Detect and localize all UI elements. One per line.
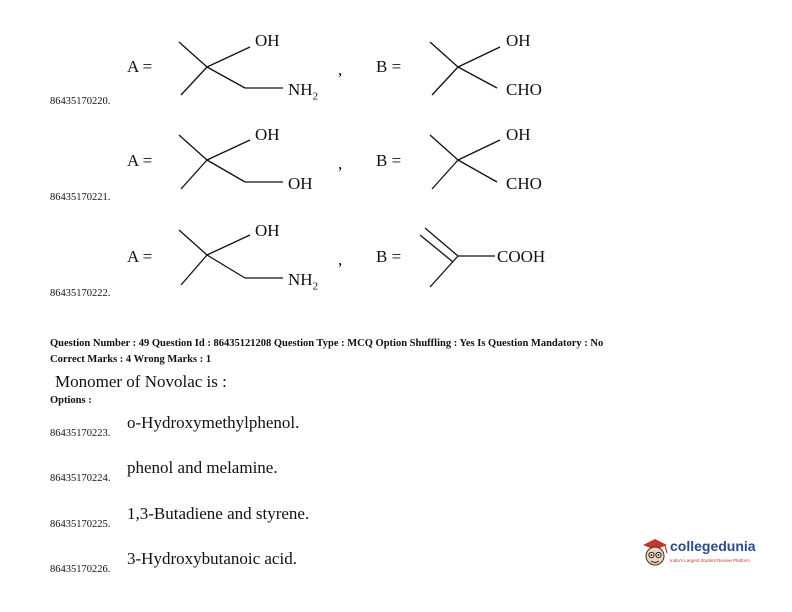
bond [430,256,458,287]
carboxyl-group-label: COOH [497,247,546,266]
bond [179,230,207,255]
bond [207,67,245,88]
structure-b-label: B = [376,151,402,170]
amine-group-label: $NH_2$ [288,80,319,103]
collegedunia-logo [640,536,770,576]
separator-comma: , [338,60,343,79]
bond [458,140,500,160]
options-label: Options : [50,395,92,406]
bond [458,67,497,88]
option-id: 86435170224. [50,473,111,484]
brand-tagline: India's Largest Student Review Platform [670,558,750,563]
option-id: 86435170220. [50,96,111,107]
hydroxyl-group-label: OH [255,31,280,50]
option-text: o-Hydroxymethylphenol. [127,413,300,432]
aldehyde-group-label: CHO [506,174,542,193]
question-meta-line-1: Question Number : 49 Question Id : 86435121208 Question Type : MCQ Option Shuffling : Yes Is Question Mandatory : No [50,338,604,349]
hydroxyl-group-label: OH [506,31,531,50]
option-text: 1,3-Butadiene and styrene. [127,504,310,523]
bond [179,42,207,67]
structure-a-label: A = [127,151,153,170]
bond [458,47,500,67]
option-id: 86435170222. [50,288,111,299]
brand-name: collegedunia [670,538,756,554]
separator-comma: , [338,250,343,269]
bond [430,42,458,67]
aldehyde-group-label: CHO [506,80,542,99]
structure-a-label: A = [127,247,153,266]
structure-b-label: B = [376,247,402,266]
bond [207,140,250,160]
bond [430,135,458,160]
option-text: phenol and melamine. [127,458,278,477]
bond [432,160,458,189]
bond [420,235,453,262]
hydroxyl-group-label: OH [506,125,531,144]
bond [207,160,245,182]
question-text: Monomer of Novolac is : [55,372,227,391]
hydroxyl-group-label: OH [255,125,280,144]
bond [458,160,497,182]
bond [179,135,207,160]
separator-comma: , [338,154,343,173]
bond [207,47,250,67]
bond [181,160,207,189]
hydroxyl-group-label: OH [288,174,313,193]
mascot-icon [640,536,670,570]
structure-b-label: B = [376,57,402,76]
option-text: 3-Hydroxybutanoic acid. [127,549,297,568]
bond [181,67,207,95]
amine-group-label: $NH_2$ [288,270,319,293]
option-id: 86435170226. [50,564,111,575]
question-meta-line-2: Correct Marks : 4 Wrong Marks : 1 [50,354,212,365]
bond [181,255,207,285]
option-id: 86435170221. [50,192,111,203]
structure-a-label: A = [127,57,153,76]
hydroxyl-group-label: OH [255,221,280,240]
bond [207,235,250,255]
bond [207,255,245,278]
bond [432,67,458,95]
option-id: 86435170223. [50,428,111,439]
option-id: 86435170225. [50,519,111,530]
